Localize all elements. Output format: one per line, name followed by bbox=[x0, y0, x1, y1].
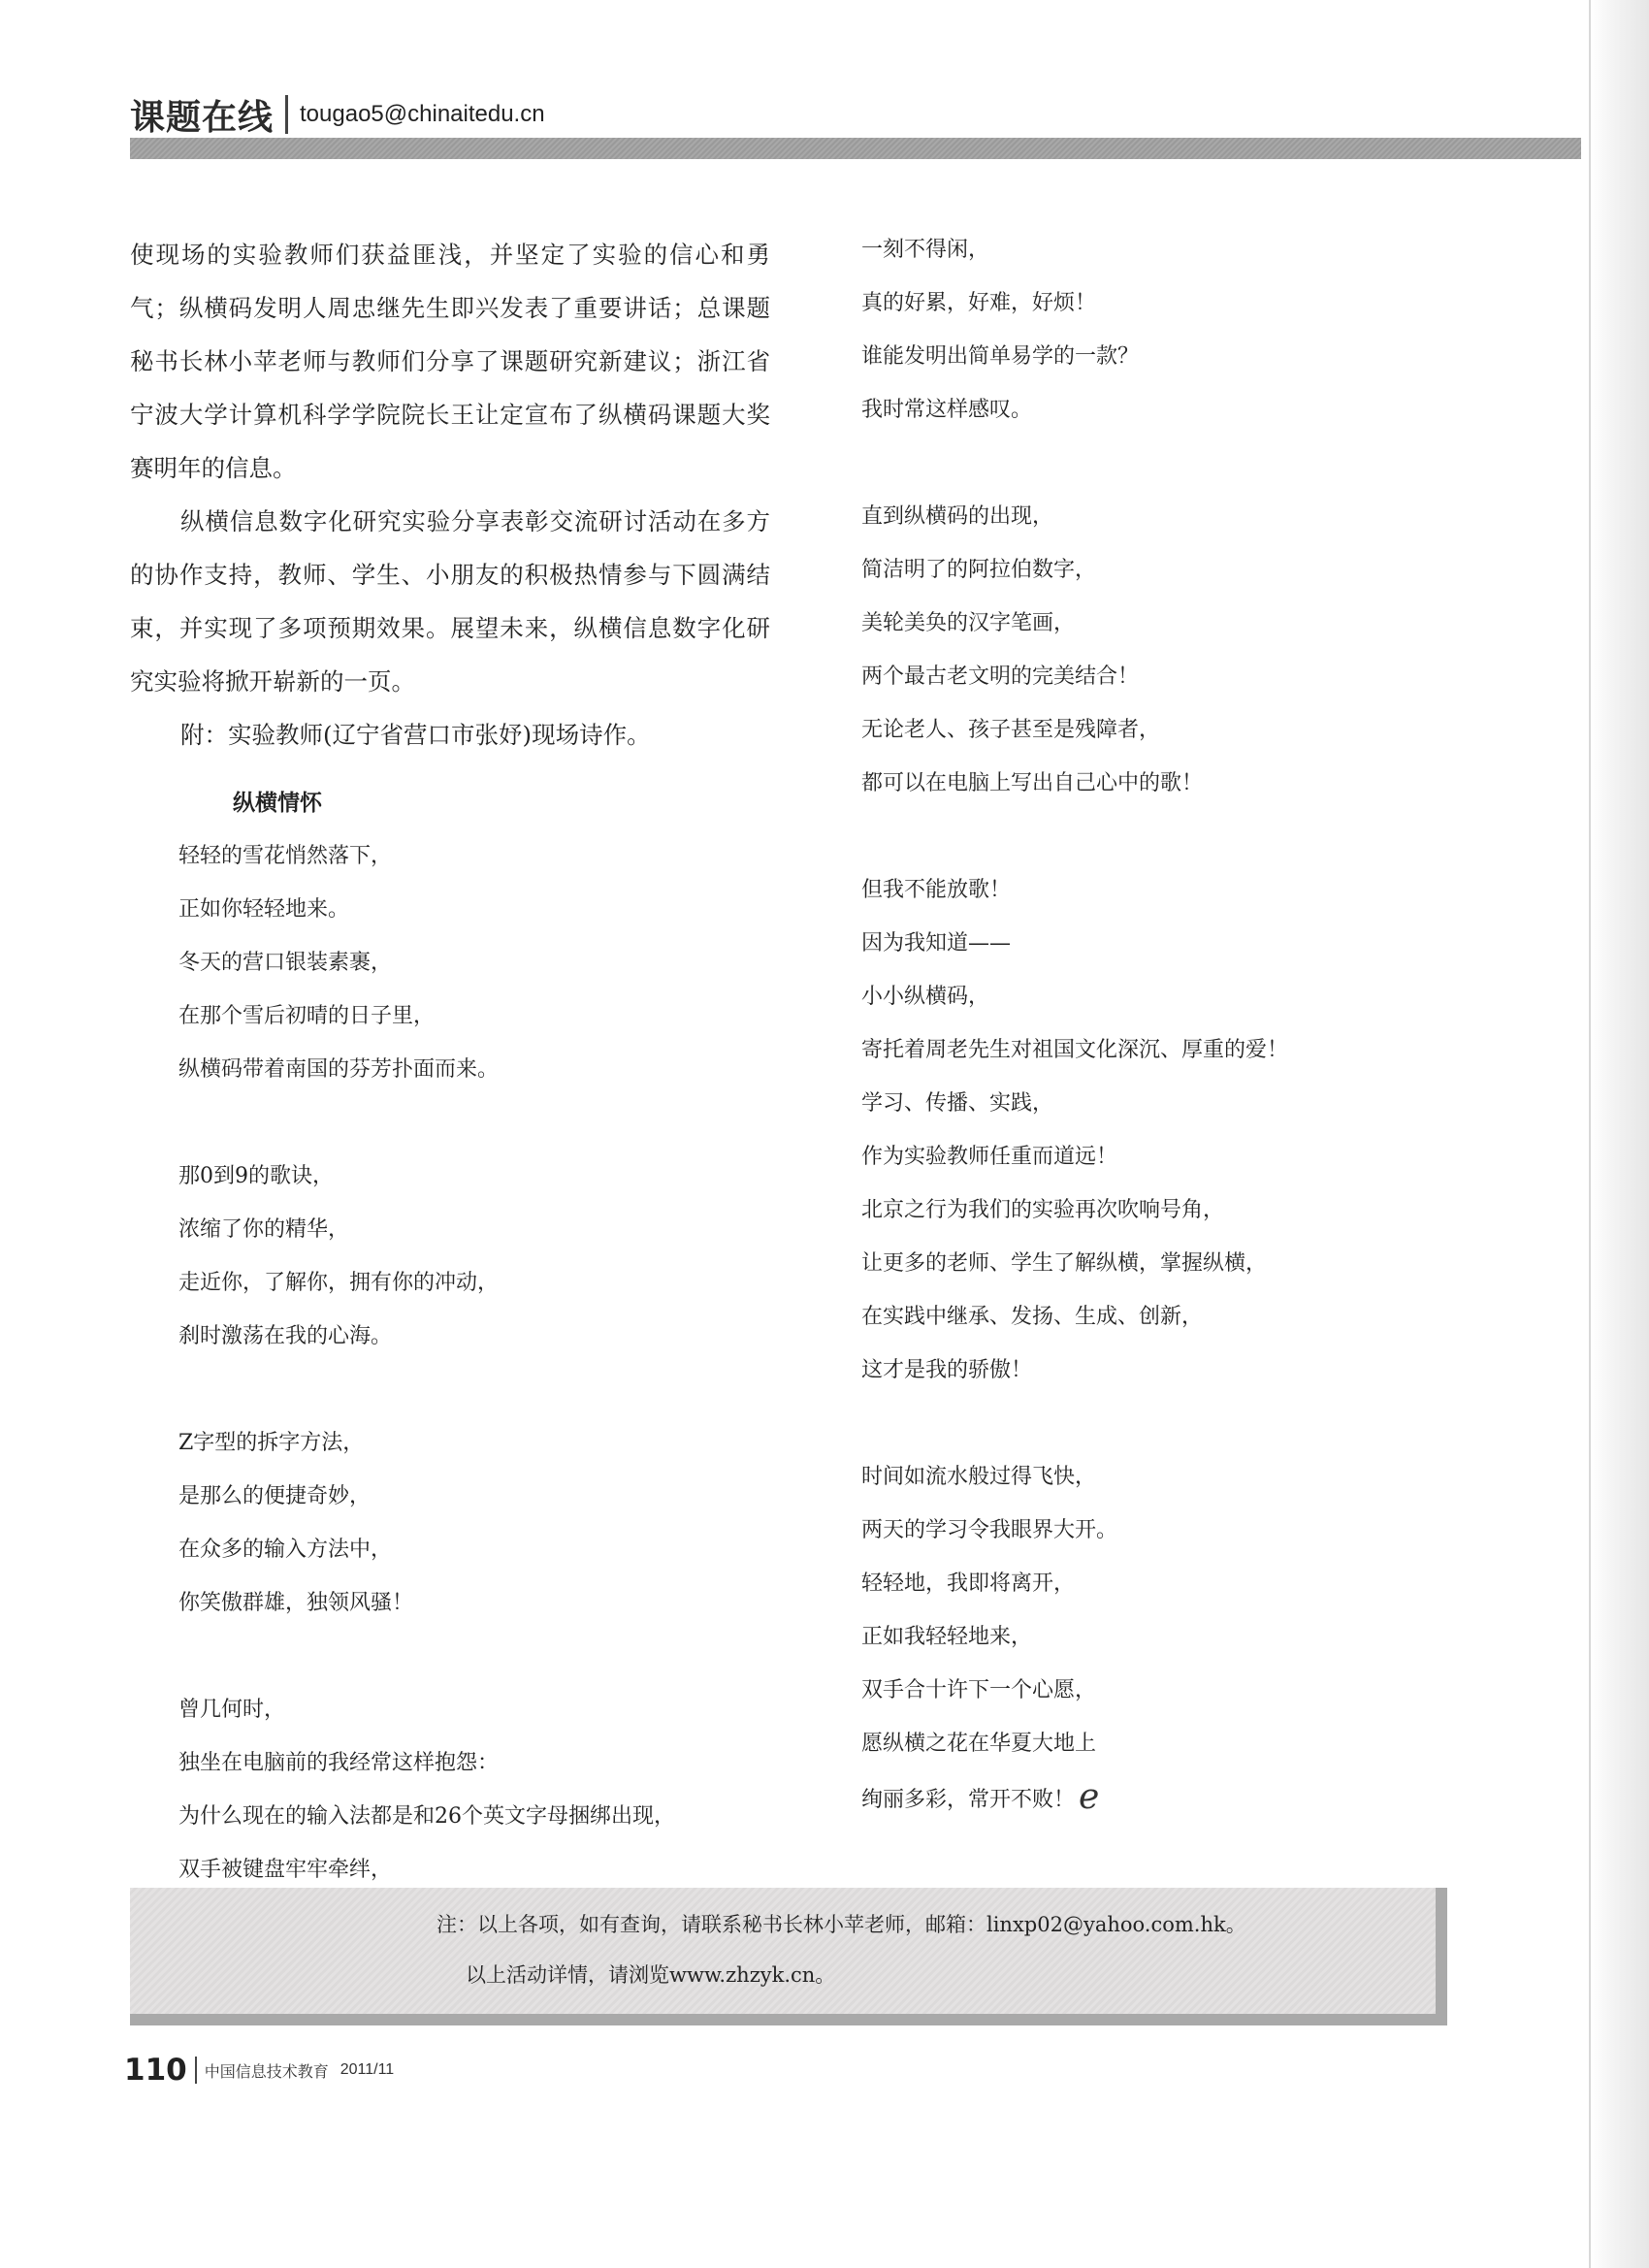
poem-line-final bbox=[861, 1770, 1560, 1824]
paragraph: 使现场的实验教师们获益匪浅，并坚定了实验的信心和勇气；纵横码发明人周忠继先生即兴发表了重要讲话；总课题秘书长林小苹老师与教师们分享了课题研究新建议；浙江省宁波大学计算机科学学院院长王让定宣布了纵横码课题大奖赛明年的信息。 bbox=[130, 241, 770, 482]
header-divider bbox=[285, 95, 288, 134]
stanza-break bbox=[130, 1363, 770, 1416]
poem-line: 谁能发明出简单易学的一款？ bbox=[861, 344, 1140, 369]
poem-line: 是那么的便捷奇妙， bbox=[178, 1484, 372, 1508]
poem-line: Z字型的拆字方法， bbox=[178, 1431, 365, 1455]
header-bar bbox=[130, 138, 1581, 159]
poem-line: 北京之行为我们的实验再次吹响号角， bbox=[861, 1198, 1225, 1222]
poem-line: 正如我轻轻地来， bbox=[861, 1625, 1033, 1649]
poem-line: 直到纵横码的出现， bbox=[861, 504, 1054, 529]
poem-title: 纵横情怀 bbox=[233, 790, 322, 816]
poem-line: 那0到9的歌诀， bbox=[178, 1164, 334, 1188]
poem-line: 正如你轻轻地来。 bbox=[178, 897, 350, 922]
poem-line: 寄托着周老先生对祖国文化深沉、厚重的爱！ bbox=[861, 1038, 1289, 1062]
stanza-break bbox=[861, 810, 1560, 863]
stanza-break bbox=[130, 1096, 770, 1150]
poem-line: 作为实验教师任重而道远！ bbox=[861, 1145, 1118, 1169]
poem-line: 轻轻地，我即将离开， bbox=[861, 1571, 1076, 1596]
poem-line: 学习、传播、实践， bbox=[861, 1091, 1054, 1116]
poem-line: 简洁明了的阿拉伯数字， bbox=[861, 558, 1097, 582]
poem-line: 但我不能放歌！ bbox=[861, 878, 1012, 902]
poem-line: 刹时激荡在我的心海。 bbox=[178, 1324, 393, 1348]
poem-line: 曾几何时， bbox=[178, 1698, 286, 1722]
poem-line: 时间如流水般过得飞快， bbox=[861, 1465, 1097, 1489]
poem-line: 走近你，了解你，拥有你的冲动， bbox=[178, 1271, 500, 1295]
stanza-break bbox=[861, 1397, 1560, 1450]
poem-line: 无论老人、孩子甚至是残障者， bbox=[861, 718, 1161, 742]
body-column-left bbox=[130, 228, 770, 761]
poem-line: 独坐在电脑前的我经常这样抱怨： bbox=[178, 1751, 500, 1775]
poem-line: 愿纵横之花在华夏大地上 bbox=[861, 1732, 1097, 1756]
contact-note: 注：以上各项，如有查询，请联系秘书长林小苹老师，邮箱：linxp02@yahoo.com.hk。 bbox=[436, 1913, 1246, 1936]
poem-line: 一刻不得闲， bbox=[861, 238, 990, 262]
page-edge-shadow bbox=[1591, 0, 1649, 2268]
poem-line: 都可以在电脑上写出自己心中的歌！ bbox=[861, 771, 1204, 795]
poem-line: 为什么现在的输入法都是和26个英文字母捆绑出现， bbox=[178, 1804, 675, 1829]
contact-note-box bbox=[130, 1888, 1447, 2025]
poem-line: 美轮美奂的汉字笔画， bbox=[861, 611, 1076, 635]
poem-line: 在实践中继承、发扬、生成、创新， bbox=[861, 1305, 1204, 1329]
poem-line: 因为我知道—— bbox=[861, 931, 1012, 956]
stanza-break bbox=[861, 437, 1560, 490]
poem-line: 真的好累，好难，好烦！ bbox=[861, 291, 1097, 315]
poem-column-right bbox=[861, 223, 1560, 1824]
paragraph: 纵横信息数字化研究实验分享表彰交流研讨活动在多方的协作支持，教师、学生、小朋友的积极热情参与下圆满结束，并实现了多项预期效果。展望未来，纵横信息数字化研究实验将掀开崭新的一页。 bbox=[130, 507, 770, 696]
footer-divider bbox=[195, 2057, 197, 2084]
magazine-name: 中国信息技术教育 bbox=[204, 2061, 329, 2081]
poem-line: 双手合十许下一个心愿， bbox=[861, 1678, 1097, 1702]
submission-email: tougao5@chinaitedu.cn bbox=[300, 101, 545, 127]
poem-line: 纵横码带着南国的芬芳扑面而来。 bbox=[178, 1057, 500, 1082]
poem-line: 让更多的老师、学生了解纵横，掌握纵横， bbox=[861, 1251, 1268, 1276]
website-note: 以上活动详情，请浏览www.zhzyk.cn。 bbox=[466, 1963, 836, 1987]
issue-date: 2011/11 bbox=[340, 2061, 395, 2078]
poem-line: 两天的学习令我眼界大开。 bbox=[861, 1518, 1118, 1542]
paragraph: 附：实验教师(辽宁省营口市张妤)现场诗作。 bbox=[180, 721, 651, 749]
poem-line: 双手被键盘牢牢牵绊， bbox=[178, 1858, 393, 1882]
poem-line: 我时常这样感叹。 bbox=[861, 398, 1033, 422]
poem-line: 你笑傲群雄，独领风骚！ bbox=[178, 1591, 414, 1615]
page-number: 110 bbox=[124, 2053, 187, 2088]
poem-line: 冬天的营口银装素裹， bbox=[178, 951, 393, 975]
stanza-break bbox=[130, 1630, 770, 1683]
poem-line: 两个最古老文明的完美结合！ bbox=[861, 664, 1140, 689]
poem-line: 这才是我的骄傲！ bbox=[861, 1358, 1033, 1382]
poem-line-text: 绚丽多彩，常开不败！ bbox=[861, 1788, 1076, 1812]
poem-line: 在那个雪后初晴的日子里， bbox=[178, 1004, 436, 1028]
poem-line: 小小纵横码， bbox=[861, 985, 990, 1009]
poem-column-left bbox=[130, 776, 770, 1896]
poem-line: 轻轻的雪花悄然落下， bbox=[178, 844, 393, 868]
poem-line: 浓缩了你的精华， bbox=[178, 1217, 350, 1242]
page-header bbox=[130, 89, 545, 140]
article-end-mark: e bbox=[1079, 1777, 1100, 1817]
section-title: 课题在线 bbox=[130, 97, 275, 138]
page-footer bbox=[124, 2051, 394, 2090]
poem-line: 在众多的输入方法中， bbox=[178, 1538, 393, 1562]
